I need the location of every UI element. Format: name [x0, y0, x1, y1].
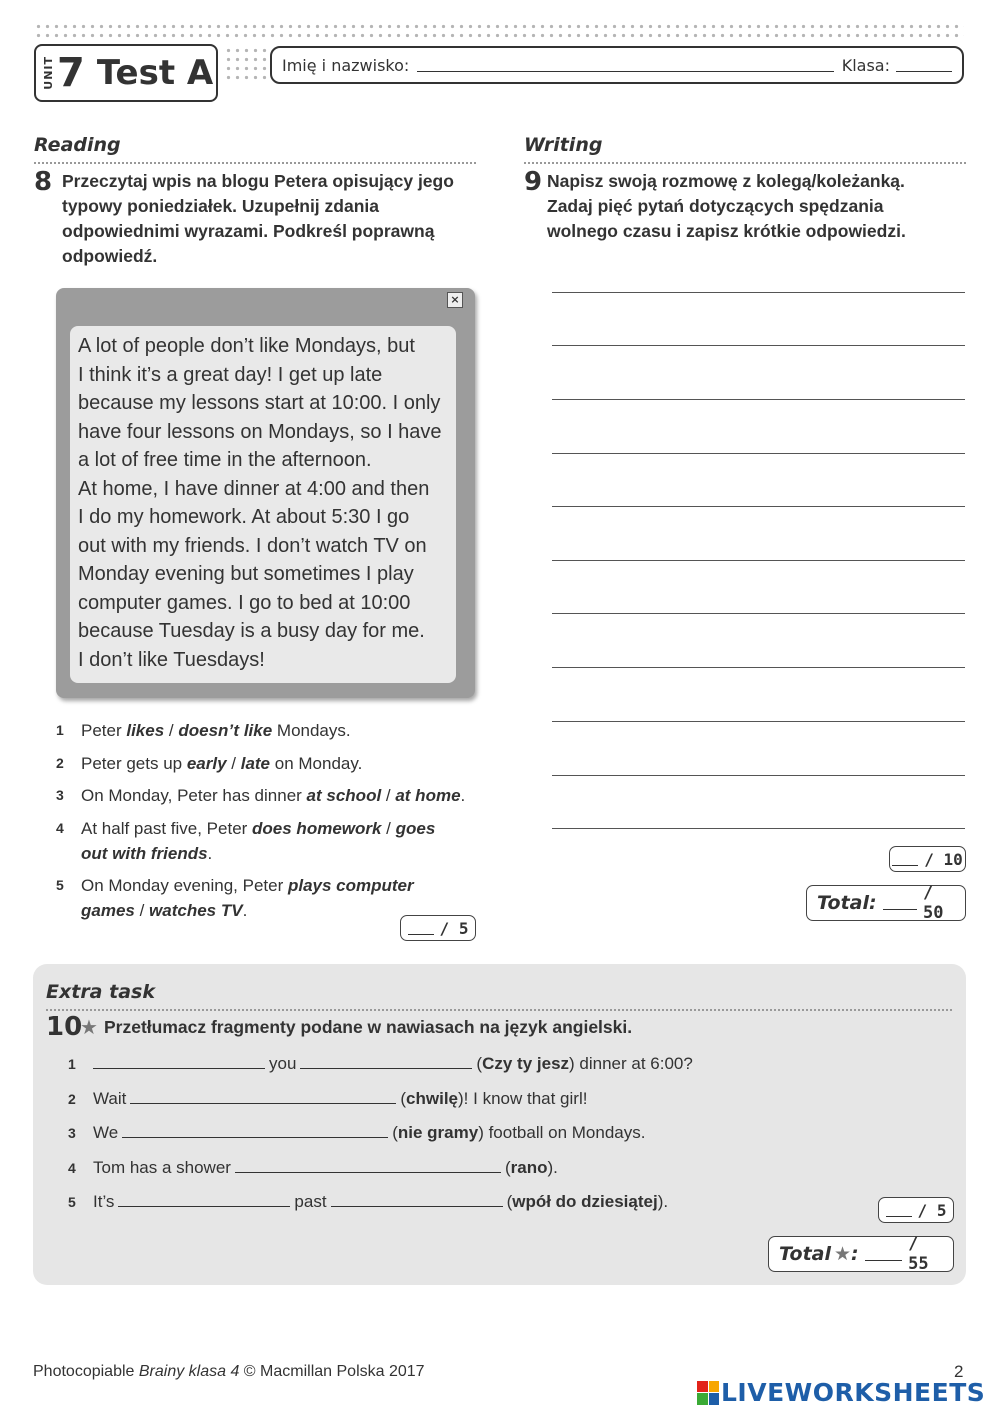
writing-line[interactable] [552, 506, 965, 507]
question-text: On Monday evening, Peter plays computer games / watches TV. [81, 876, 414, 920]
option-a[interactable]: plays computer games [81, 876, 414, 920]
list-item [56, 751, 476, 776]
list-item: 4 Tom has a shower ( rano ). [68, 1157, 558, 1177]
answer-blank[interactable] [93, 1055, 265, 1069]
dotted-pattern-mid [224, 46, 270, 80]
liveworksheets-logo [697, 1378, 985, 1407]
extra-items [68, 1054, 848, 1227]
hint-text: chwilę [406, 1088, 459, 1108]
hint-text: wpół do dziesiątej [512, 1192, 658, 1212]
reading-heading-rule [34, 162, 476, 164]
class-field[interactable] [896, 58, 952, 72]
extra-task-heading: Extra task [46, 981, 155, 1003]
class-label: Klasa: [841, 55, 890, 75]
answer-blank[interactable] [130, 1090, 396, 1104]
student-info-box [270, 46, 964, 84]
blog-line: because Tuesday is a busy day for me. [78, 620, 425, 642]
blog-line: a lot of free time in the afternoon. [78, 449, 372, 471]
total-max: / 55 [908, 1234, 929, 1274]
hint-text: Czy ty jesz [482, 1054, 570, 1073]
item-number: 2 [68, 1090, 76, 1107]
list-item [56, 718, 476, 743]
item-number: 5 [68, 1194, 76, 1211]
total-field[interactable] [883, 896, 917, 910]
list-item: 3 We ( nie gramy ) football on Mondays. [68, 1123, 646, 1143]
hint-text: rano [510, 1157, 548, 1177]
logo-square [709, 1381, 720, 1393]
copyright-footer: Photocopiable Brainy klasa 4 © Macmillan Polska 2017 [33, 1363, 425, 1380]
star-icon: ★ [80, 1017, 98, 1039]
option-b[interactable]: late [240, 753, 271, 773]
writing-line[interactable] [552, 667, 965, 668]
task-9-number: 9 [524, 167, 543, 197]
writing-line[interactable] [552, 828, 965, 829]
task-8-number: 8 [34, 167, 53, 197]
answer-blank[interactable] [235, 1159, 501, 1173]
blog-line: computer games. I go to bed at 10:00 [78, 591, 411, 614]
question-number: 4 [56, 819, 64, 836]
blog-line: I think it’s a great day! I get up late [78, 363, 383, 386]
answer-blank[interactable] [122, 1124, 388, 1138]
writing-line[interactable] [552, 775, 965, 776]
writing-line[interactable] [552, 721, 965, 722]
list-item [56, 816, 476, 866]
option-b[interactable]: at home [395, 786, 461, 805]
option-a[interactable]: at school [306, 786, 382, 805]
logo-icon [697, 1381, 719, 1405]
reading-heading: Reading [34, 134, 121, 156]
question-number: 2 [56, 754, 64, 771]
blog-line: out with my friends. I don’t watch TV on [78, 534, 427, 557]
total-max: / 50 [922, 883, 944, 923]
task-10-instruction: Przetłumacz fragmenty podane w nawiasach na język angielski. [104, 1017, 633, 1037]
question-number: 3 [56, 787, 64, 803]
writing-line[interactable] [552, 613, 965, 614]
name-field[interactable] [417, 58, 833, 72]
extra-heading-rule [46, 1009, 952, 1011]
question-text: Peter likes / doesn’t like Mondays. [81, 721, 351, 740]
answer-blank[interactable] [118, 1193, 290, 1207]
item-number: 4 [68, 1159, 76, 1176]
page-number: 2 [954, 1362, 964, 1381]
unit-label: UNIT [42, 56, 55, 90]
reading-questions [56, 718, 476, 931]
grand-total-box: Total ★ : / 55 [768, 1236, 954, 1272]
writing-heading-rule [524, 162, 966, 164]
total-label: Total [779, 1243, 831, 1265]
unit-number: 7 [57, 50, 85, 96]
item-number: 3 [68, 1125, 76, 1142]
option-a[interactable]: early [186, 753, 227, 773]
blog-line: I do my homework. At about 5:30 I go [78, 506, 410, 528]
task-8-instruction: Przeczytaj wpis na blogu Petera opisujący jego typowy poniedziałek. Uzupełnij zdania odpowiednimi wyrazami. Podkreśl poprawną odpowiedź. [62, 171, 454, 266]
reading-score-box: / 5 [400, 915, 476, 941]
list-item: 5 It’s past ( wpół do dziesiątej ). [68, 1192, 669, 1212]
dotted-pattern-top [34, 22, 964, 42]
logo-square [697, 1393, 708, 1405]
option-a[interactable]: likes [126, 721, 165, 740]
score-field[interactable] [408, 921, 434, 935]
score-field[interactable] [892, 852, 918, 866]
blog-line: I don’t like Tuesdays! [78, 648, 265, 671]
option-b[interactable]: doesn’t like [178, 721, 273, 740]
logo-text: LIVEWORKSHEETS [721, 1378, 986, 1407]
blog-line: A lot of people don’t like Mondays, but [78, 335, 415, 357]
writing-line[interactable] [552, 453, 965, 454]
unit-badge [34, 44, 218, 102]
answer-blank[interactable] [300, 1055, 472, 1069]
writing-line[interactable] [552, 292, 965, 293]
task-9-instruction: Napisz swoją rozmowę z kolegą/koleżanką. Zadaj pięć pytań dotyczących spędzania wolnego czasu i zapisz krótkie odpowiedzi. [547, 171, 906, 241]
total-field[interactable] [865, 1247, 902, 1261]
close-icon: × [447, 292, 463, 308]
blog-line: At home, I have dinner at 4:00 and then [78, 477, 430, 500]
list-item: 1 you ( Czy ty jesz ) dinner at 6:00? [68, 1054, 693, 1073]
writing-line[interactable] [552, 399, 965, 400]
total-score-box [806, 885, 966, 921]
blog-line: because my lessons start at 10:00. I only [78, 392, 441, 414]
logo-square [709, 1393, 720, 1405]
blog-line: have four lessons on Mondays, so I have [78, 420, 442, 443]
name-label: Imię i nazwisko: [282, 55, 410, 75]
total-label: Total: [817, 892, 877, 914]
blog-line: Monday evening but sometimes I play [78, 563, 414, 585]
question-number: 1 [56, 722, 64, 738]
option-b[interactable]: goes out with friends [81, 818, 436, 863]
option-b[interactable]: watches TV [149, 901, 243, 920]
writing-line[interactable] [552, 560, 965, 561]
question-text: At half past five, Peter does homework / goes out with friends. [81, 818, 436, 863]
test-title: Test A [96, 53, 214, 93]
hint-text: nie gramy [397, 1123, 479, 1143]
score-field[interactable] [886, 1203, 912, 1217]
answer-blank[interactable] [331, 1193, 503, 1207]
list-item [56, 783, 476, 808]
writing-heading: Writing [524, 134, 603, 156]
writing-score-box: / 10 [889, 846, 966, 872]
task-10-number: 10 [46, 1012, 83, 1042]
star-icon: ★ [833, 1243, 852, 1265]
blog-text [70, 326, 456, 683]
item-number: 1 [68, 1056, 76, 1072]
logo-square [697, 1381, 708, 1393]
question-text: On Monday, Peter has dinner at school / at home. [81, 786, 466, 805]
list-item: 2 Wait ( chwilę )! I know that girl! [68, 1088, 588, 1108]
question-text: Peter gets up early / late on Monday. [81, 753, 363, 773]
writing-line[interactable] [552, 345, 965, 346]
question-number: 5 [56, 877, 64, 893]
extra-score-box: / 5 [878, 1197, 954, 1223]
option-a[interactable]: does homework [252, 818, 382, 838]
